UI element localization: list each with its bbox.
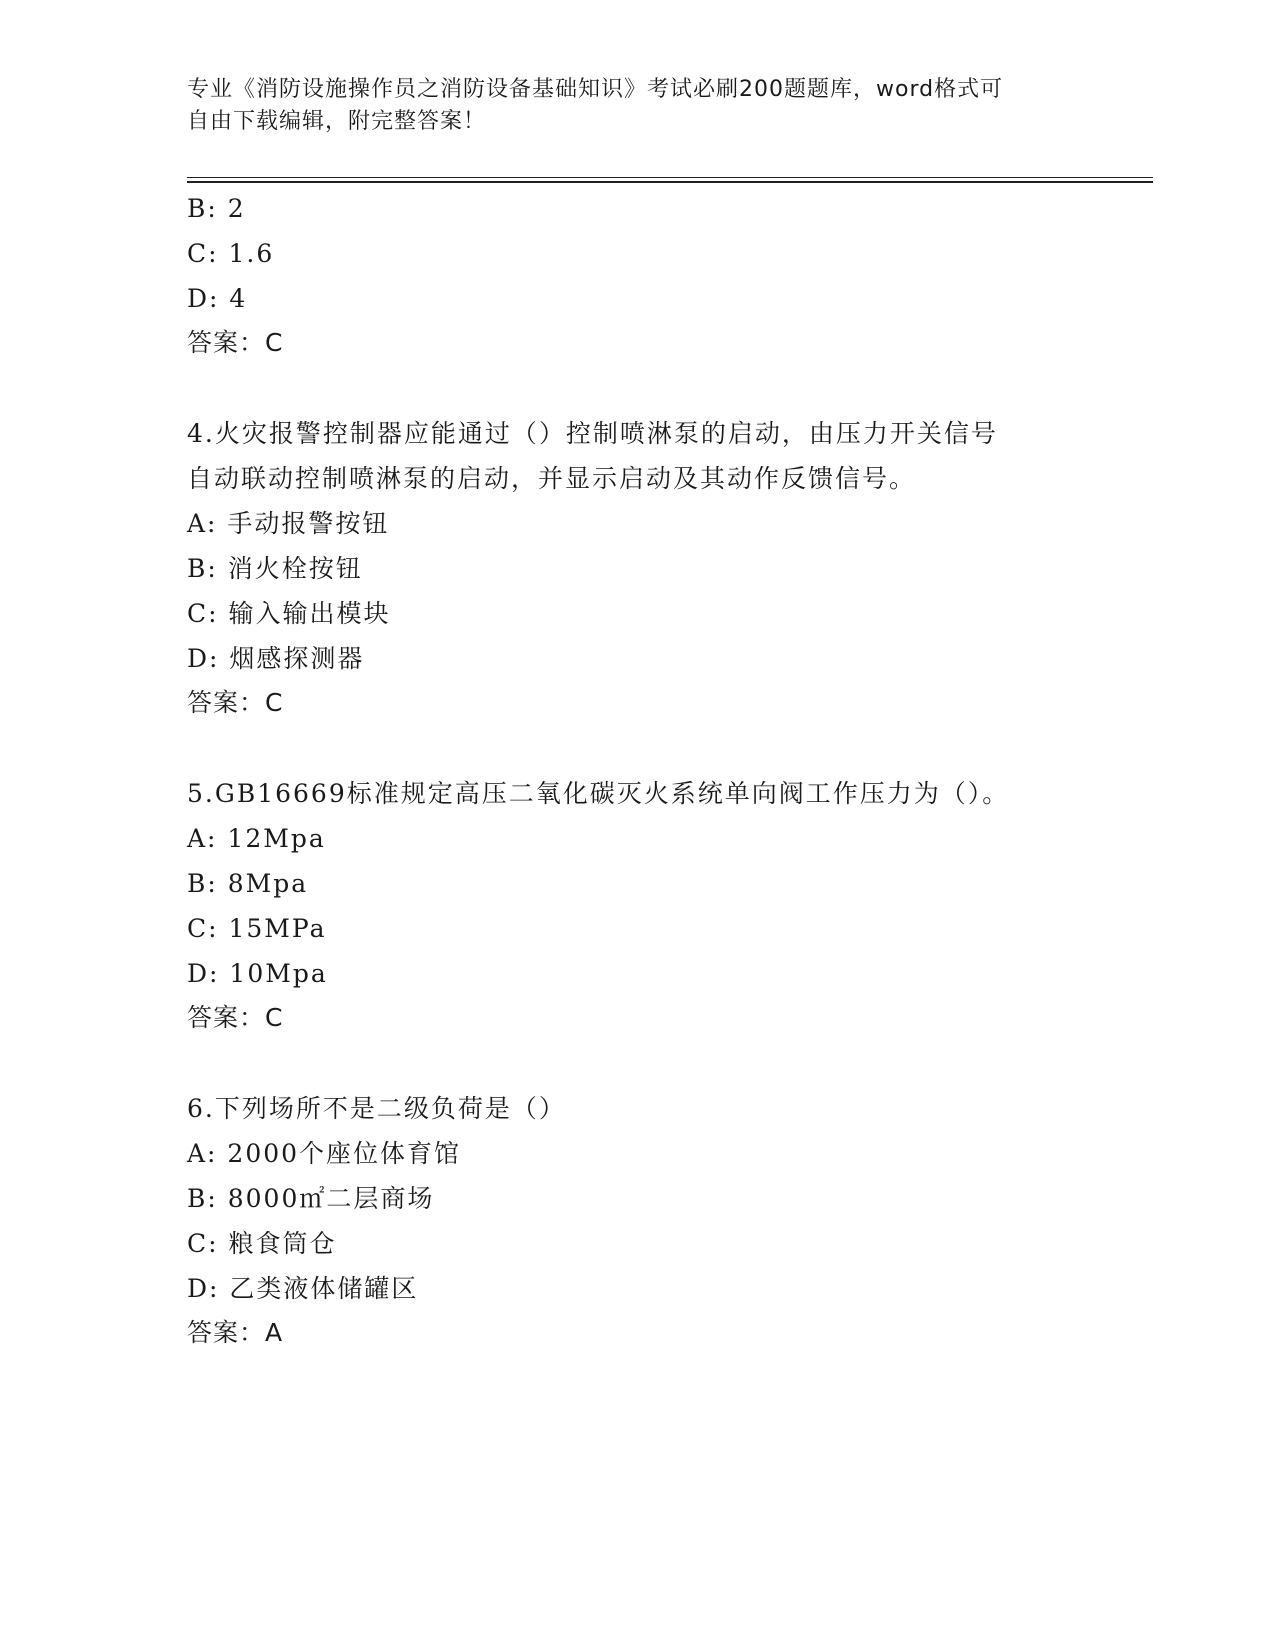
q6-answer: 答案：A	[187, 1318, 284, 1347]
q4-answer: 答案：C	[187, 688, 284, 717]
q5-option-d: D: 10Mpa	[187, 959, 328, 988]
q6-option-d: D: 乙类液体储罐区	[187, 1274, 419, 1303]
q5-option-c: C: 15MPa	[187, 914, 327, 943]
q3-answer: 答案：C	[187, 328, 284, 357]
document-header	[187, 74, 1087, 138]
q5-option-a: A: 12Mpa	[187, 824, 326, 853]
q3-option-d: D: 4	[187, 284, 248, 313]
q4-option-d: D: 烟感探测器	[187, 644, 365, 673]
q3-option-b: B: 2	[187, 194, 246, 223]
q4-option-a: A: 手动报警按钮	[187, 509, 390, 538]
header-title-line-2: 自由下载编辑，附完整答案！	[187, 109, 487, 134]
q4-stem-line-1: 4.火灾报警控制器应能通过（）控制喷淋泵的启动，由压力开关信号	[187, 419, 998, 448]
q4-option-b: B: 消火栓按钮	[187, 554, 363, 583]
header-title-line-1: 专业《消防设施操作员之消防设备基础知识》考试必刷200题题库，word格式可	[187, 77, 1004, 102]
q3-option-c: C: 1.6	[187, 239, 275, 268]
header-divider-thick	[187, 181, 1153, 183]
q4-option-c: C: 输入输出模块	[187, 599, 391, 628]
q6-option-b: B: 8000㎡二层商场	[187, 1184, 435, 1213]
q6-option-a: A: 2000个座位体育馆	[187, 1139, 462, 1168]
q6-stem-line-1: 6.下列场所不是二级负荷是（）	[187, 1094, 566, 1123]
q5-stem-line-1: 5.GB16669标准规定高压二氧化碳灭火系统单向阀工作压力为（）。	[187, 779, 1010, 808]
q5-answer: 答案：C	[187, 1003, 284, 1032]
q6-option-c: C: 粮食筒仓	[187, 1229, 337, 1258]
header-divider-thin	[187, 177, 1153, 178]
q4-stem-line-2: 自动联动控制喷淋泵的启动，并显示启动及其动作反馈信号。	[187, 464, 917, 493]
q5-option-b: B: 8Mpa	[187, 869, 309, 898]
